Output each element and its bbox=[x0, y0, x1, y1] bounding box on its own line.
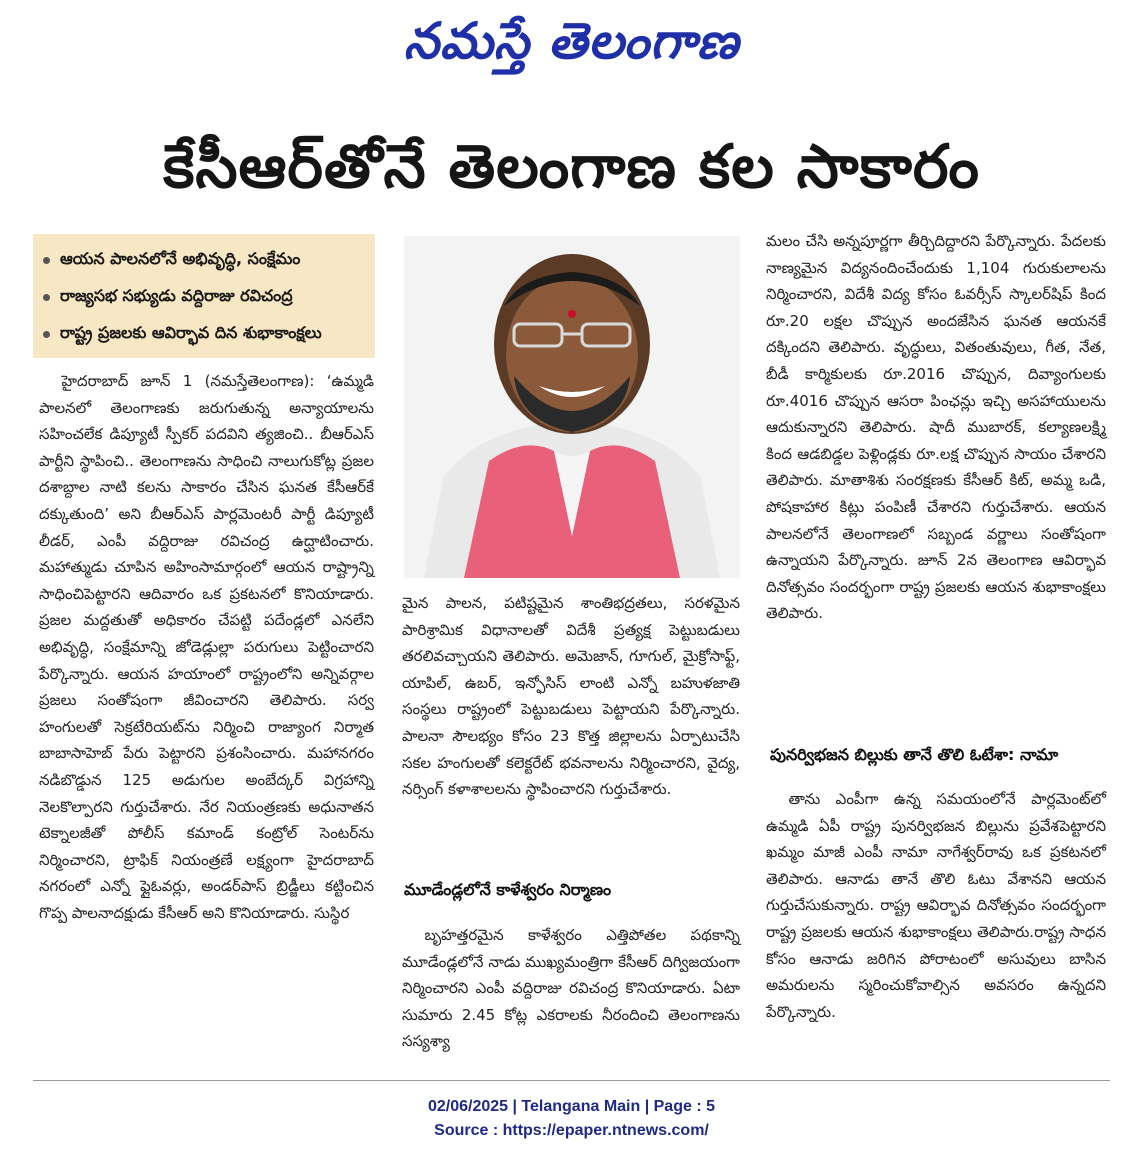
subheading-nama: పునర్విభజన బిల్లుకు తానే తొలి ఓటేశా: నామా bbox=[770, 745, 1059, 764]
highlight-item bbox=[43, 279, 369, 316]
highlight-text: రాష్ట్ర ప్రజలకు ఆవిర్భావ దిన శుభాకాంక్షలు bbox=[60, 323, 322, 342]
article-column-1 bbox=[39, 368, 374, 926]
footer-source: Source : https://epaper.ntnews.com/ bbox=[434, 1122, 709, 1139]
article-paragraph: హైదరాబాద్ జూన్ 1 (నమస్తేతెలంగాణ): ‘ఉమ్మడి పాలనలో తెలంగాణకు జరుగుతున్న అన్యాయాలను సహించలేక డిప్యూటీ స్పీకర్ పదవిని త్యజించి.. బీఆర్ఎస్ పార్టీని స్థాపించి.. తెలంగాణను సాధించి నాలుగుకోట్ల ప్రజల దశాబ్దాల నాటి కలను సాకారం చేసిన ఘనత కేసీఆర్‌కే దక్కుతుంది’ అని బీఆర్ఎస్ పార్లమెంటరీ పార్టీ డిప్యూటీ లీడర్, ఎంపీ వద్దిరాజు రవిచంద్ర ఉద్ఘాటించారు. మహాత్ముడు చూపిన అహింసామార్గంలో ఆయన రాష్ట్రాన్ని సాధించిపెట్టారని ఆదివారం ఒక ప్రకటనలో కొనియాడారు. ప్రజల మద్దతుతో అధికారం చేపట్టి పదేండ్లలో ఎనలేని అభివృద్ధి, సంక్షేమాన్ని జోడెడ్లుల్లా పరుగులు పెట్టించారని పేర్కొన్నారు. ఆయన హయాంలో రాష్ట్రంలోని అన్నివర్గాల ప్రజలు సంతోషంగా జీవించారని తెలిపారు. సర్వ హంగులతో సెక్రటేరియట్‌ను నిర్మించి రాజ్యాంగ నిర్మాత బాబాసాహెబ్ పేరు పెట్టారని ప్రశంసించారు. మహానగరం నడిబొడ్డున 125 అడుగుల అంబేద్కర్ విగ్రహాన్ని నెలకొల్పారని గుర్తుచేశారు. నేర నియంత్రణకు అధునాతన టెక్నాలజీతో పోలీస్ కమాండ్ కంట్రోల్ సెంటర్‌ను నిర్మించారని, ట్రాఫిక్ నియంత్రణే లక్ష్యంగా హైదరాబాద్ నగరంలో ఎన్నో ఫ్లైఓవర్లు, అండర్‌పాస్ బ్రిడ్జీలు కట్టించిన గొప్ప పాలనాదక్షుడు కేసీఆర్ అని కొనియాడారు. సుస్థిర bbox=[39, 372, 374, 922]
highlight-item bbox=[43, 316, 369, 353]
portrait-illustration bbox=[404, 236, 740, 578]
highlight-item bbox=[43, 242, 369, 279]
portrait-photo bbox=[404, 236, 740, 578]
article-column-2-continued bbox=[402, 922, 740, 1055]
bullet-icon bbox=[43, 331, 50, 338]
article-column-3-continued bbox=[766, 786, 1106, 1025]
footer-divider bbox=[33, 1080, 1110, 1081]
headline: కేసీఆర్‌తోనే తెలంగాణ కల సాకారం bbox=[163, 132, 980, 202]
article-paragraph: మైన పాలన, పటిష్టమైన శాంతిభద్రతలు, సరళమైన పారిశ్రామిక విధానాలతో విదేశీ ప్రత్యక్ష పెట్టుబడులు తరలివచ్చాయని తెలిపారు. అమెజాన్, గూగుల్, మైక్రోసాఫ్ట్, యాపిల్, ఉబర్, ఇన్ఫోసిస్ లాంటి ఎన్నో బహుళజాతి సంస్థలు రాష్ట్రంలో పెట్టుబడులు పెట్టాయని పేర్కొన్నారు. పాలనా సౌలభ్యం కోసం 23 కొత్త జిల్లాలను ఏర్పాటుచేసి సకల హంగులతో కలెక్టరేట్ భవనాలను నిర్మించారని, వైద్య, నర్సింగ్ కళాశాలలను స్థాపించారని గుర్తుచేశారు. bbox=[402, 594, 740, 799]
article-column-3 bbox=[766, 228, 1106, 627]
article-paragraph: మలం చేసి అన్నపూర్ణగా తీర్చిదిద్దారని పేర్కొన్నారు. పేదలకు నాణ్యమైన విద్యనందించేందుకు 1,104 గురుకులాలను నిర్మించారని, విదేశీ విద్య కోసం ఓవర్సీస్ స్కాలర్‌షిప్ కింద రూ.20 లక్షల చొప్పున అందజేసిన ఘనత ఆయనకే దక్కిందని తెలిపారు. వృద్ధులు, వితంతువులు, గీత, నేత, బీడీ కార్మికులకు రూ.2016 చొప్పున, దివ్యాంగులకు రూ.4016 చొప్పున ఆసరా పింఛన్లు ఇచ్చి అసహాయులను ఆదుకున్నారని తెలిపారు. షాదీ ముబారక్, కల్యాణలక్ష్మి కింద ఆడబిడ్డల పెళ్లిండ్లకు రూ.లక్ష చొప్పున సాయం చేశారని తెలిపారు. మాతాశిశు సంరక్షణకు కేసీఆర్ కిట్, అమ్మ ఒడి, పోషకాహార కిట్లు పంపిణీ చేశారని గుర్తుచేశారు. ఆయన పాలనలోనే తెలంగాణలో సబ్బండ వర్ణాలు సంతోషంగా ఉన్నాయని పేర్కొన్నారు. జూన్ 2న తెలంగాణ ఆవిర్భావ దినోత్సవం సందర్భంగా రాష్ట్ర ప్రజలకు ఆయన శుభాకాంక్షలు తెలిపారు. bbox=[766, 232, 1106, 623]
article-column-2 bbox=[402, 590, 740, 803]
bullet-icon bbox=[43, 294, 50, 301]
masthead-logo: నమస్తే తెలంగాణ bbox=[403, 11, 740, 70]
highlight-text: రాజ్యసభ సభ్యుడు వద్దిరాజు రవిచంద్ర bbox=[60, 286, 293, 305]
highlights-box bbox=[33, 234, 375, 358]
article-paragraph: తాను ఎంపీగా ఉన్న సమయంలోనే పార్లమెంట్‌లో ఉమ్మడి ఏపీ రాష్ట్ర పునర్విభజన బిల్లును ప్రవేశపెట్టారని ఖమ్మం మాజీ ఎంపీ నామా నాగేశ్వర్‌రావు ఒక ప్రకటనలో తెలిపారు. ఆనాడు తానే తొలి ఓటు వేశానని ఆయన గుర్తుచేసుకున్నారు. రాష్ట్ర ఆవిర్భావ దినోత్సవం సందర్భంగా రాష్ట్ర ప్రజలకు ఆయన శుభాకాంక్షలు తెలిపారు.రాష్ట్ర సాధన కోసం ఆనాడు జరిగిన పోరాటంలో అసువులు బాసిన అమరులను స్మరించుకోవాల్సిన అవసరం ఉన్నదని పేర్కొన్నారు. bbox=[766, 790, 1106, 1021]
highlight-text: ఆయన పాలనలోనే అభివృద్ధి, సంక్షేమం bbox=[60, 249, 301, 268]
footer-date-edition: 02/06/2025 | Telangana Main | Page : 5 bbox=[427, 1098, 715, 1115]
bullet-icon bbox=[43, 257, 50, 264]
article-paragraph: బృహత్తరమైన కాళేశ్వరం ఎత్తిపోతల పథకాన్ని మూడేండ్లలోనే నాడు ముఖ్యమంత్రిగా కేసీఆర్ దిగ్విజయంగా నిర్మించారని ఎంపీ వద్దిరాజు రవిచంద్ర కొనియాడారు. ఏటా సుమారు 2.45 కోట్ల ఎకరాలకు నీరందించి తెలంగాణను సస్యశ్యా bbox=[402, 926, 740, 1051]
subheading-kaleshwaram: మూడేండ్లలోనే కాళేశ్వరం నిర్మాణం bbox=[404, 880, 612, 899]
